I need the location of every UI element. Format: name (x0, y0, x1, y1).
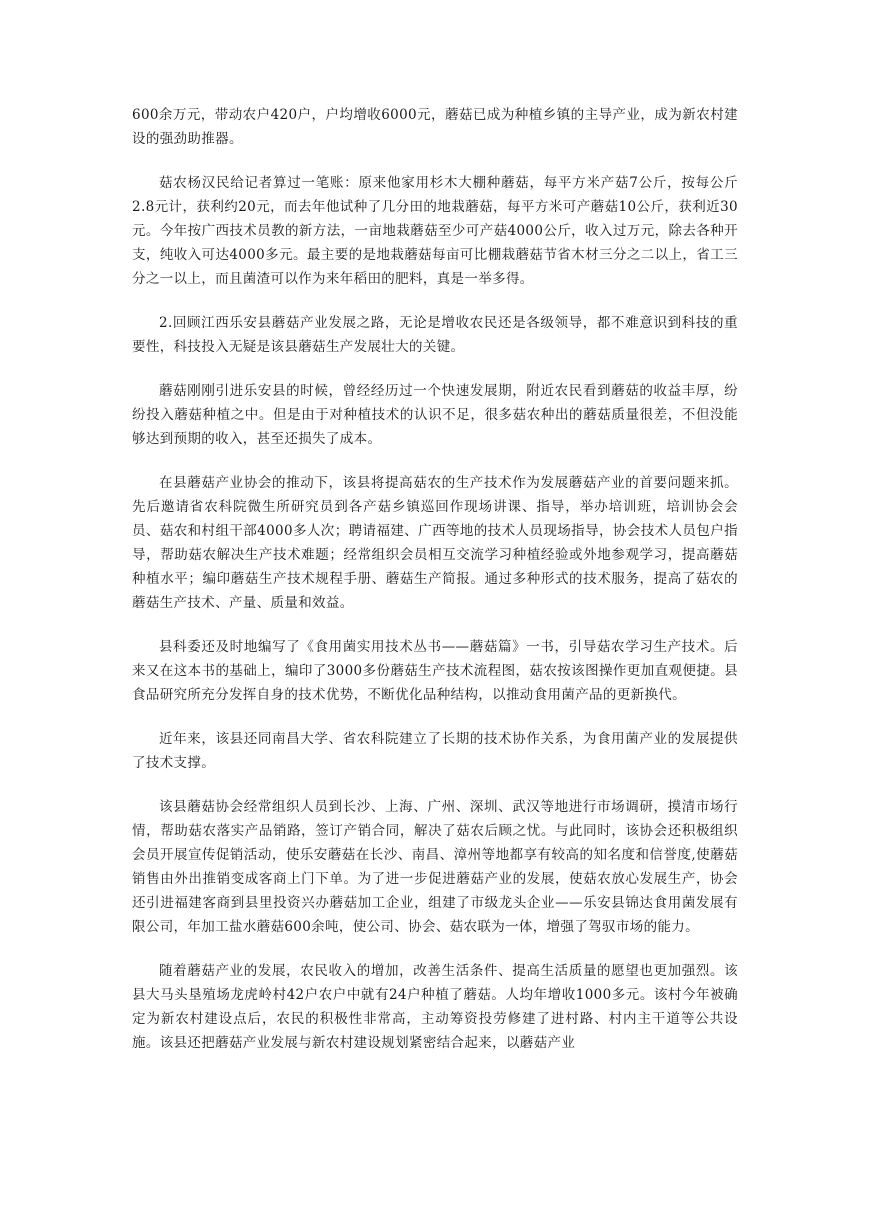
paragraph-4: 蘑菇刚刚引进乐安县的时候，曾经经历过一个快速发展期，附近农民看到蘑菇的收益丰厚，纷纷投入蘑菇种植之中。但是由于对种植技术的认识不足，很多菇农种出的蘑菇质量很差，不但没能够达到预期的收入，甚至还损失了成本。 (132, 383, 738, 447)
paragraph-8: 该县蘑菇协会经常组织人员到长沙、上海、广州、深圳、武汉等地进行市场调研，摸清市场行情，帮助菇农落实产品销路，签订产销合同，解决了菇农后顾之忧。与此同时，该协会还积极组织会员开展宣传促销活动，使乐安蘑菇在长沙、南昌、漳州等地都享有较高的知名度和信誉度,使蘑菇销售由外出推销变成客商上门下单。为了进一步促进蘑菇产业的发展，使菇农放心发展生产，协会还引进福建客商到县里投资兴办蘑菇加工企业，组建了市级龙头企业——乐安县锦达食用菌发展有限公司，年加工盐水蘑菇600余吨，使公司、协会、菇农联为一体，增强了驾驭市场的能力。 (132, 799, 738, 935)
paragraph-9: 随着蘑菇产业的发展，农民收入的增加，改善生活条件、提高生活质量的愿望也更加强烈。该县大马头垦殖场龙虎岭村42户农户中就有24户种植了蘑菇。人均年增收1000多元。该村今年被确定为新农村建设点后，农民的积极性非常高，主动筹资投劳修建了进村路、村内主干道等公共设施。该县还把蘑菇产业发展与新农村建设规划紧密结合起来，以蘑菇产业 (132, 963, 738, 1051)
paragraph-2: 菇农杨汉民给记者算过一笔账：原来他家用杉木大棚种蘑菇，每平方米产菇7公斤，按每公斤2.8元计，获利约20元，而去年他试种了几分田的地栽蘑菇，每平方米可产蘑菇10公斤，获利近30元。今年按广西技术员教的新方法，一亩地栽蘑菇至少可产菇4000公斤，收入过万元，除去各种开支，纯收入可达4000多元。最主要的是地栽蘑菇每亩可比棚栽蘑菇节省木材三分之二以上，省工三分之一以上，而且菌渣可以作为来年稻田的肥料，真是一举多得。 (132, 175, 738, 287)
paragraph-3: 2.回顾江西乐安县蘑菇产业发展之路，无论是增收农民还是各级领导，都不难意识到科技的重要性，科技投入无疑是该县蘑菇生产发展壮大的关键。 (132, 315, 738, 355)
paragraph-7: 近年来，该县还同南昌大学、省农科院建立了长期的技术协作关系，为食用菌产业的发展提供了技术支撑。 (132, 731, 738, 771)
paragraph-5: 在县蘑菇产业协会的推动下，该县将提高菇农的生产技术作为发展蘑菇产业的首要问题来抓。先后邀请省农科院微生所研究员到各产菇乡镇巡回作现场讲课、指导，举办培训班，培训协会会员、菇农和村组干部4000多人次；聘请福建、广西等地的技术人员现场指导，协会技术人员包户指导，帮助菇农解决生产技术难题；经常组织会员相互交流学习种植经验或外地参观学习，提高蘑菇种植水平；编印蘑菇生产技术规程手册、蘑菇生产简报。通过多种形式的技术服务，提高了菇农的蘑菇生产技术、产量、质量和效益。 (132, 475, 738, 611)
document-page (132, 103, 738, 1075)
paragraph-1: 600余万元，带动农户420户，户均增收6000元，蘑菇已成为种植乡镇的主导产业，成为新农村建设的强劲助推器。 (132, 107, 738, 147)
paragraph-6: 县科委还及时地编写了《食用菌实用技术丛书——蘑菇篇》一书，引导菇农学习生产技术。后来又在这本书的基础上，编印了3000多份蘑菇生产技术流程图，菇农按该图操作更加直观便捷。县食品研究所充分发挥自身的技术优势，不断优化品种结构，以推动食用菌产品的更新换代。 (132, 639, 738, 703)
